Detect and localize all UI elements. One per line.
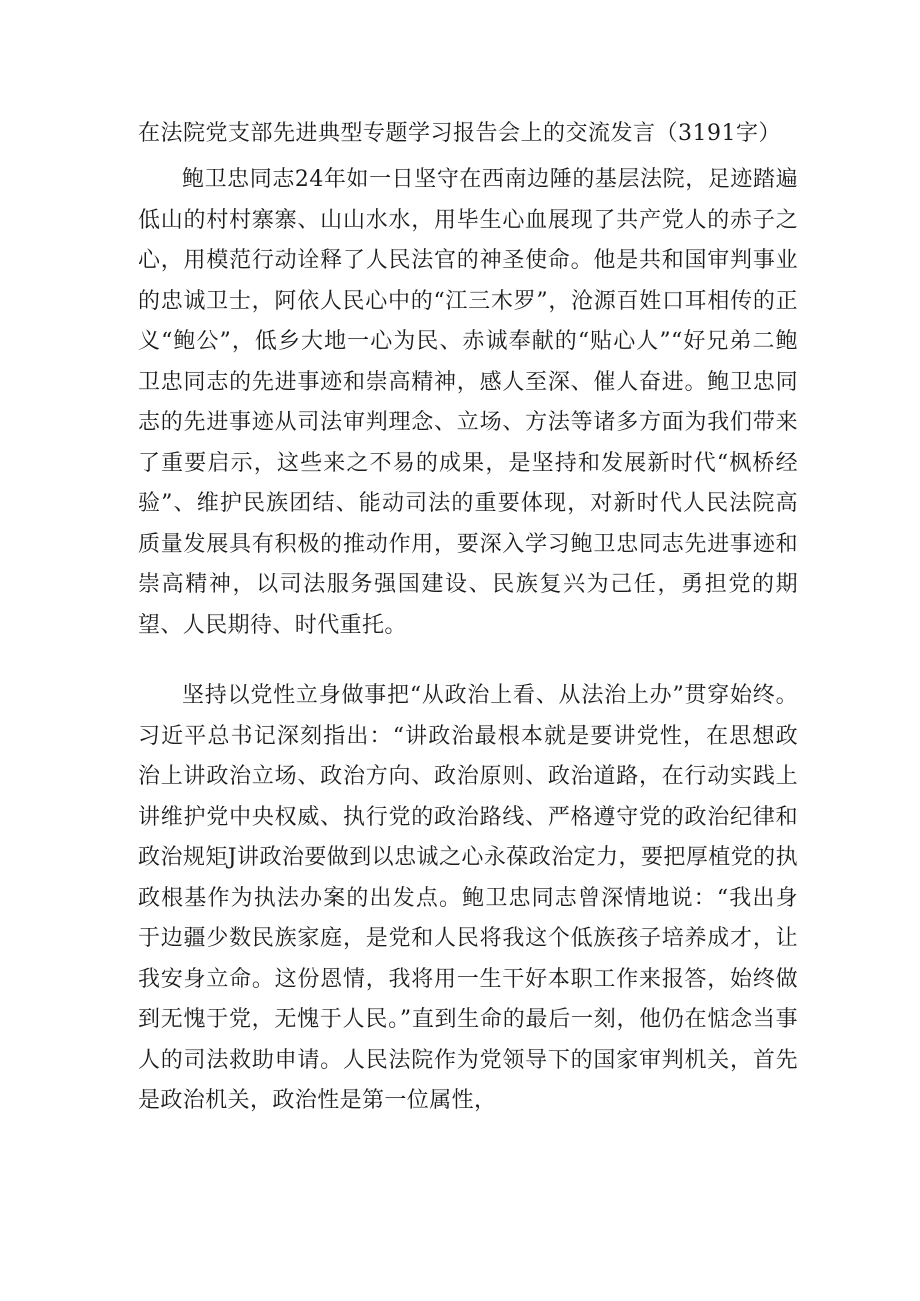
paragraph-1: 鲍卫忠同志24年如一日坚守在西南边陲的基层法院，足迹踏遍低山的村村寨寨、山山水水，用毕生心血展现了共产党人的赤子之心，用模范行动诠释了人民法官的神圣使命。他是共和国审判事业的忠诚卫士，阿依人民心中的“江三木罗”，沧源百姓口耳相传的正义“鲍公”，低乡大地一心为民、赤诚奉献的“贴心人”“好兄弟二鲍卫忠同志的先进事迹和崇高精神，感人至深、催人奋进。鲍卫忠同志的先进事迹从司法审判理念、立场、方法等诸多方面为我们带来了重要启示，这些来之不易的成果，是坚持和发展新时代“枫桥经验”、维护民族团结、能动司法的重要体现，对新时代人民法院高质量发展具有积极的推动作用，要深入学习鲍卫忠同志先进事迹和崇高精神，以司法服务强国建设、民族复兴为己任，勇担党的期望、人民期待、时代重托。 <box>138 167 798 638</box>
paragraph-2: 坚持以党性立身做事把“从政治上看、从法治上办”贯穿始终。习近平总书记深刻指出：“讲政治最根本就是要讲党性，在思想政治上讲政治立场、政治方向、政治原则、政治道路，在行动实践上讲维护党中央权威、执行党的政治路线、严格遵守党的政治纪律和政治规矩J讲政治要做到以忠诚之心永葆政治定力，要把厚植党的执政根基作为执法办案的出发点。鲍卫忠同志曾深情地说：“我出身于边疆少数民族家庭，是党和人民将我这个低族孩子培养成才，让我安身立命。这份恩情，我将用一生干好本职工作来报答，始终做到无愧于党，无愧于人民。”直到生命的最后一刻，他仍在惦念当事人的司法救助申请。人民法院作为党领导下的国家审判机关，首先是政治机关，政治性是第一位属性， <box>138 683 798 1113</box>
document-title: 在法院党支部先进典型专题学习报告会上的交流发言（3191字） <box>138 121 781 146</box>
